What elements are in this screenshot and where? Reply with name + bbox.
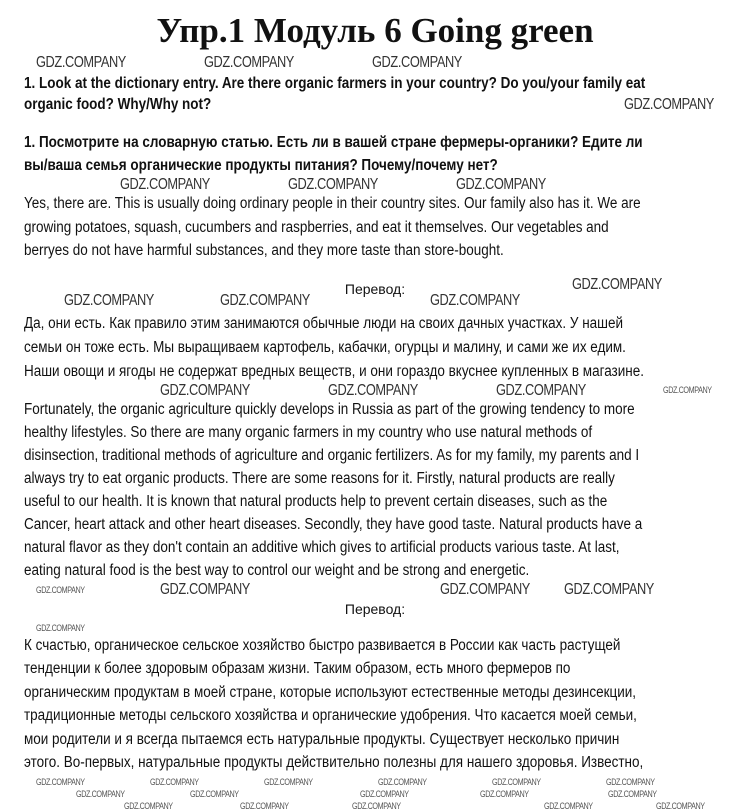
answer2-en-line: healthy lifestyles. So there are many organic farmers in my country who use natural methods of: [24, 424, 593, 441]
watermark: GDZ.COMPANY: [150, 777, 199, 787]
watermark: GDZ.COMPANY: [220, 292, 310, 309]
answer2-en-line: Fortunately, the organic agriculture quickly develops in Russia as part of the growing tendency to more: [24, 401, 635, 418]
answer2-ru-line: органическим продуктам в моей стране, которые используют естественные методы дезинсекции,: [24, 684, 637, 701]
watermark: GDZ.COMPANY: [288, 176, 378, 193]
task-ru-line: вы/ваша семья органические продукты питания? Почему/почему нет?: [24, 157, 498, 174]
watermark: GDZ.COMPANY: [608, 789, 657, 799]
task-ru-line: 1. Посмотрите на словарную статью. Есть ли в вашей стране фермеры-органики? Едите ли: [24, 134, 643, 151]
watermark: GDZ.COMPANY: [378, 777, 427, 787]
watermark: GDZ.COMPANY: [352, 801, 401, 811]
watermark: GDZ.COMPANY: [264, 777, 313, 787]
translation-label: Перевод:: [344, 601, 406, 617]
answer2-ru-line: традиционные методы сельского хозяйства и органические удобрения. Что касается моей семьи,: [24, 707, 637, 724]
answer2-en-line: always try to eat organic products. There are some reasons for it. Firstly, natural products are really: [24, 470, 615, 487]
answer2-ru-line: К счастью, органическое сельское хозяйство быстро развивается в России как часть растущей: [24, 637, 621, 654]
watermark: GDZ.COMPANY: [663, 385, 712, 395]
watermark: GDZ.COMPANY: [496, 382, 586, 399]
answer-ru-line: Наши овощи и ягоды не содержат вредных веществ, и они гораздо вкуснее купленных в магазине.: [24, 363, 644, 380]
watermark: GDZ.COMPANY: [440, 581, 530, 598]
task-en-line: 1. Look at the dictionary entry. Are there organic farmers in your country? Do you/your family eat: [24, 75, 646, 92]
watermark: GDZ.COMPANY: [456, 176, 546, 193]
answer2-ru-line: этого. Во-первых, натуральные продукты действительно полезны для нашего здоровья. Известно,: [24, 754, 644, 771]
translation-label: Перевод:: [344, 281, 406, 297]
watermark: GDZ.COMPANY: [36, 585, 85, 595]
watermark: GDZ.COMPANY: [492, 777, 541, 787]
watermark: GDZ.COMPANY: [204, 54, 294, 71]
task-en-line: organic food? Why/Why not?: [24, 96, 212, 113]
watermark: GDZ.COMPANY: [328, 382, 418, 399]
answer2-ru-line: мои родители и я всегда пытаемся есть натуральные продукты. Существует несколько причин: [24, 731, 620, 748]
watermark: GDZ.COMPANY: [606, 777, 655, 787]
watermark: GDZ.COMPANY: [624, 96, 714, 113]
answer2-en-line: useful to our health. It is known that natural products help to prevent certain diseases, such as the: [24, 493, 608, 510]
answer-en-line: growing potatoes, squash, cucumbers and raspberries, and eat it themselves. Our vegetables and: [24, 219, 609, 236]
page-title: Упр.1 Модуль 6 Going green: [156, 11, 594, 50]
watermark: GDZ.COMPANY: [36, 54, 126, 71]
watermark: GDZ.COMPANY: [124, 801, 173, 811]
answer2-en-line: eating natural food is the best way to control our weight and be strong and energetic.: [24, 562, 530, 579]
watermark: GDZ.COMPANY: [360, 789, 409, 799]
watermark: GDZ.COMPANY: [160, 382, 250, 399]
watermark: GDZ.COMPANY: [480, 789, 529, 799]
answer-ru-line: семьи он тоже есть. Мы выращиваем картофель, кабачки, огурцы и малину, и сами же их едим.: [24, 339, 626, 356]
watermark: GDZ.COMPANY: [656, 801, 705, 811]
watermark: GDZ.COMPANY: [76, 789, 125, 799]
watermark: GDZ.COMPANY: [160, 581, 250, 598]
watermark: GDZ.COMPANY: [564, 581, 654, 598]
answer-ru-line: Да, они есть. Как правило этим занимаются обычные люди на своих дачных участках. У нашей: [24, 315, 624, 332]
watermark: GDZ.COMPANY: [572, 276, 662, 293]
answer2-ru-line: тенденции к более здоровым образам жизни. Таким образом, есть много фермеров по: [24, 660, 571, 677]
watermark: GDZ.COMPANY: [64, 292, 154, 309]
answer-en-line: Yes, there are. This is usually doing ordinary people in their country sites. Our family also has it. We are: [24, 195, 641, 212]
watermark: GDZ.COMPANY: [36, 777, 85, 787]
answer2-en-line: Cancer, heart attack and other heart diseases. Secondly, they have good taste. Natural products have a: [24, 516, 643, 533]
answer2-en-line: natural flavor as they don't contain an additive which gives to artificial products various taste. At last,: [24, 539, 620, 556]
watermark: GDZ.COMPANY: [36, 623, 85, 633]
watermark: GDZ.COMPANY: [372, 54, 462, 71]
answer-en-line: berryes do not have harmful substances, and they more taste than store-bought.: [24, 242, 504, 259]
watermark: GDZ.COMPANY: [120, 176, 210, 193]
answer2-en-line: disinsection, traditional methods of agriculture and organic fertilizers. As for my family, my parents and I: [24, 447, 640, 464]
watermark: GDZ.COMPANY: [544, 801, 593, 811]
watermark: GDZ.COMPANY: [430, 292, 520, 309]
watermark: GDZ.COMPANY: [190, 789, 239, 799]
watermark: GDZ.COMPANY: [240, 801, 289, 811]
